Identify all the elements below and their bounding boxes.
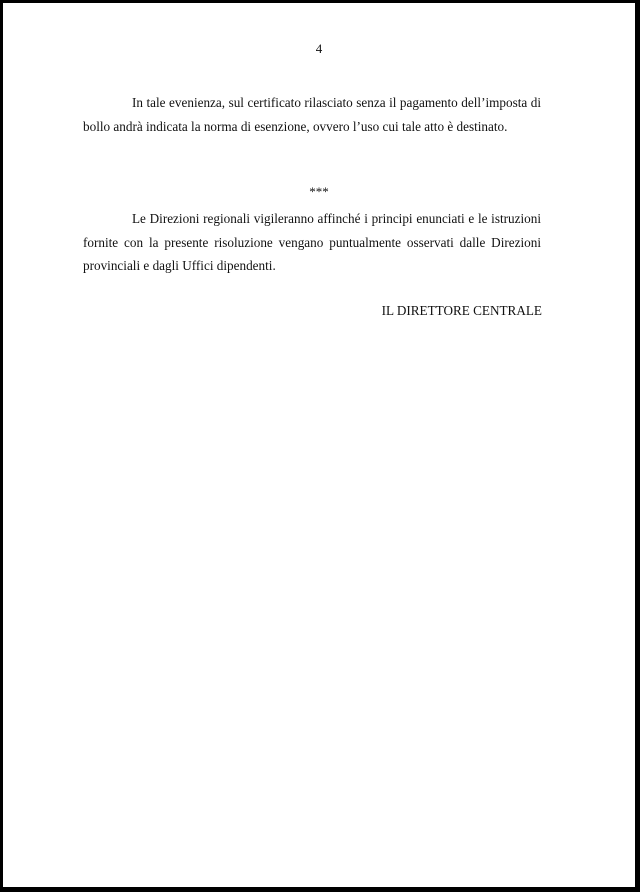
section-separator: *** bbox=[309, 184, 329, 199]
signature-title: IL DIRETTORE CENTRALE bbox=[381, 303, 542, 318]
paragraph-regional-directions: Le Direzioni regionali vigileranno affinché i principi enunciati e le istruzioni fornite con la presente risoluzione vengano puntualmente osservati dalle Direzioni provinciali e dagli Uffici dipendenti. bbox=[83, 211, 541, 273]
paragraph-exemption-note: In tale evenienza, sul certificato rilasciato senza il pagamento dell’imposta di bollo andrà indicata la norma di esenzione, ovvero l’uso cui tale atto è destinato. bbox=[83, 95, 541, 134]
document-page bbox=[3, 3, 635, 887]
page-number: 4 bbox=[315, 41, 323, 56]
